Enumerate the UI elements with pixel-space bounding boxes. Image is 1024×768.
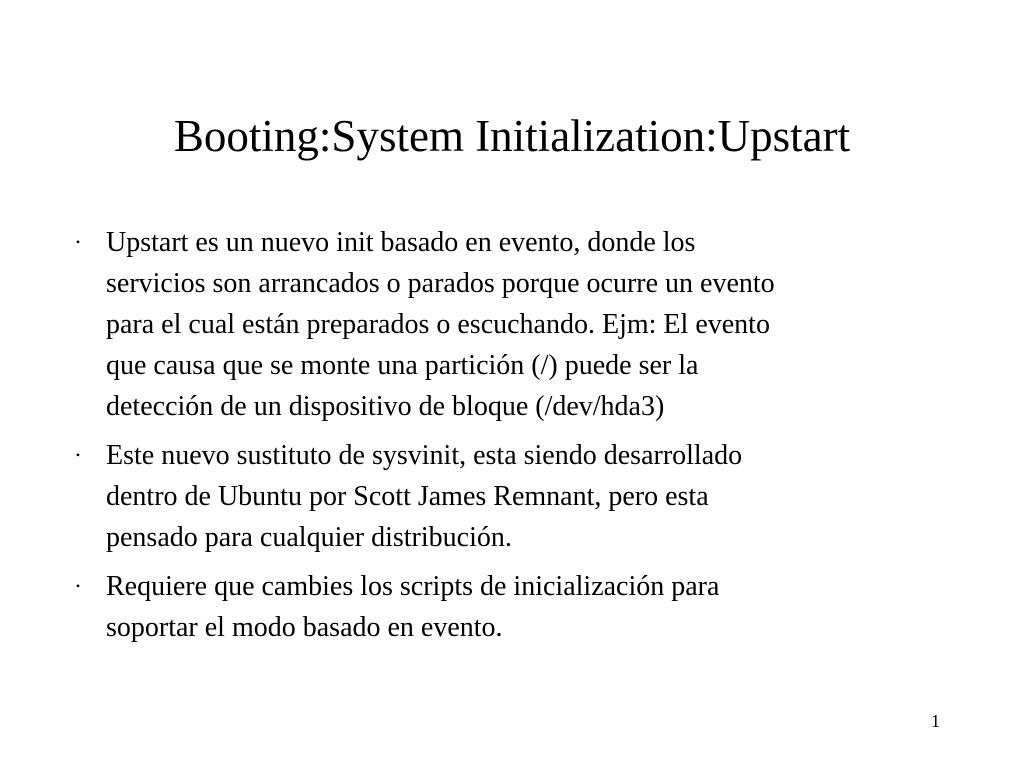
bullet-marker: •	[75, 235, 81, 249]
slide-title: Booting:System Initialization:Upstart	[173, 111, 851, 161]
bullet-text: Requiere que cambies los scripts de inicialización para soportar el modo basado en evento.	[106, 571, 720, 643]
bullet-item	[72, 566, 952, 648]
bullet-item	[72, 222, 952, 427]
bullet-list	[72, 222, 952, 656]
bullet-item	[72, 435, 952, 558]
bullet-marker: •	[75, 448, 81, 462]
bullet-marker: •	[75, 579, 81, 593]
bullet-text: Este nuevo sustituto de sysvinit, esta siendo desarrollado dentro de Ubuntu por Scott James Remnant, pero esta pensado para cualquier distribución.	[106, 440, 743, 553]
bullet-text: Upstart es un nuevo init basado en evento, donde los servicios son arrancados o parados porque ocurre un evento para el cual están preparados o escuchando. Ejm: El evento que causa que se monte una partición (/) puede ser la detección de un dispositivo de bloque (/dev/hda3)	[106, 227, 775, 422]
page-number: 1	[931, 711, 940, 731]
